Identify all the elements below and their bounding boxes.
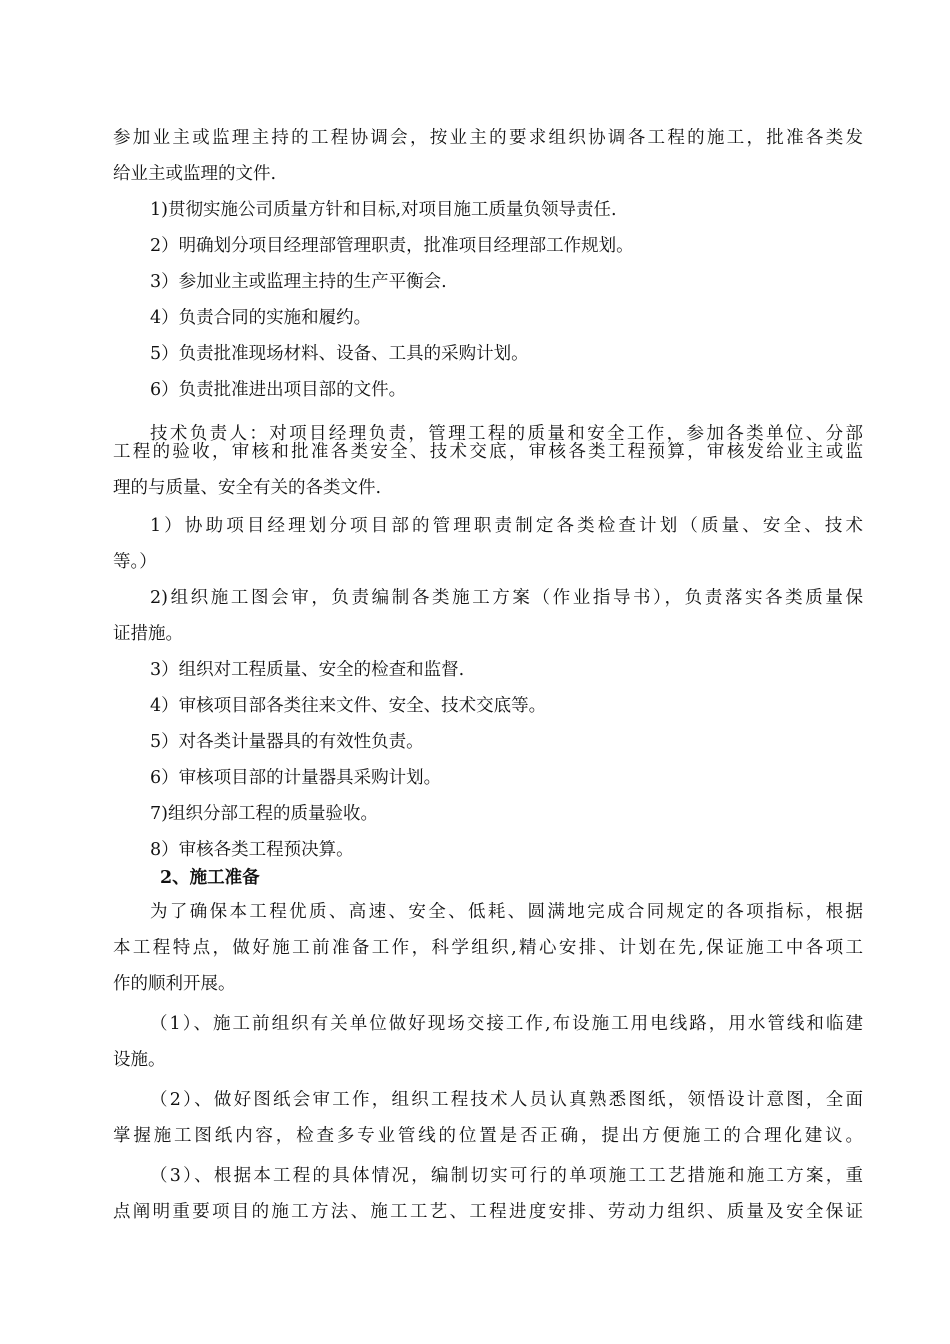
section-heading: 2、施工准备 (160, 868, 260, 888)
list-item: （1）、施工前组织有关单位做好现场交接工作,布设施工用电线路，用水管线和临建 (150, 1014, 863, 1034)
paragraph-line: 理的与质量、安全有关的各类文件. (113, 478, 382, 498)
list-item: 8）审核各类工程预决算。 (150, 840, 354, 860)
paragraph-line: 本工程特点，做好施工前准备工作，科学组织,精心安排、计划在先,保证施工中各项工 (113, 938, 863, 958)
list-item: 3）组织对工程质量、安全的检查和监督. (150, 660, 465, 680)
list-item: 掌握施工图纸内容，检查多专业管线的位置是否正确，提出方便施工的合理化建议。 (113, 1126, 863, 1146)
paragraph-line: 参加业主或监理主持的工程协调会，按业主的要求组织协调各工程的施工，批准各类发 (113, 128, 863, 148)
list-item: 证措施。 (113, 624, 183, 644)
paragraph-line: 为了确保本工程优质、高速、安全、低耗、圆满地完成合同规定的各项指标，根据 (150, 902, 863, 922)
list-item: （2）、做好图纸会审工作，组织工程技术人员认真熟悉图纸，领悟设计意图，全面 (150, 1090, 863, 1110)
list-item: 5）负责批准现场材料、设备、工具的采购计划。 (150, 344, 529, 364)
list-item: 6）负责批准进出项目部的文件。 (150, 380, 407, 400)
list-item: 4）审核项目部各类往来文件、安全、技术交底等。 (150, 696, 547, 716)
paragraph-line: 工程的验收，审核和批准各类安全、技术交底，审核各类工程预算，审核发给业主或监 (113, 442, 863, 462)
paragraph-line: 技术负责人：对项目经理负责，管理工程的质量和安全工作，参加各类单位、分部 (150, 424, 863, 444)
list-item: 2)组织施工图会审，负责编制各类施工方案（作业指导书），负责落实各类质量保 (150, 588, 863, 608)
paragraph-line: 给业主或监理的文件. (113, 164, 277, 184)
list-item: 6）审核项目部的计量器具采购计划。 (150, 768, 442, 788)
list-item: （3）、根据本工程的具体情况，编制切实可行的单项施工工艺措施和施工方案，重 (150, 1166, 863, 1186)
list-item: 1）协助项目经理划分项目部的管理职责制定各类检查计划（质量、安全、技术 (150, 516, 863, 536)
paragraph-line: 作的顺利开展。 (113, 974, 236, 994)
list-item: 2）明确划分项目经理部管理职责，批准项目经理部工作规划。 (150, 236, 634, 256)
list-item: 4）负责合同的实施和履约。 (150, 308, 372, 328)
list-item: 5）对各类计量器具的有效性负责。 (150, 732, 424, 752)
list-item: 设施。 (113, 1050, 166, 1070)
list-item: 等。） (113, 552, 157, 572)
list-item: 1)贯彻实施公司质量方针和目标,对项目施工质量负领导责任. (150, 200, 617, 220)
list-item: 7)组织分部工程的质量验收。 (150, 804, 378, 824)
list-item: 点阐明重要项目的施工方法、施工工艺、工程进度安排、劳动力组织、质量及安全保证 (113, 1202, 863, 1222)
list-item: 3）参加业主或监理主持的生产平衡会. (150, 272, 447, 292)
